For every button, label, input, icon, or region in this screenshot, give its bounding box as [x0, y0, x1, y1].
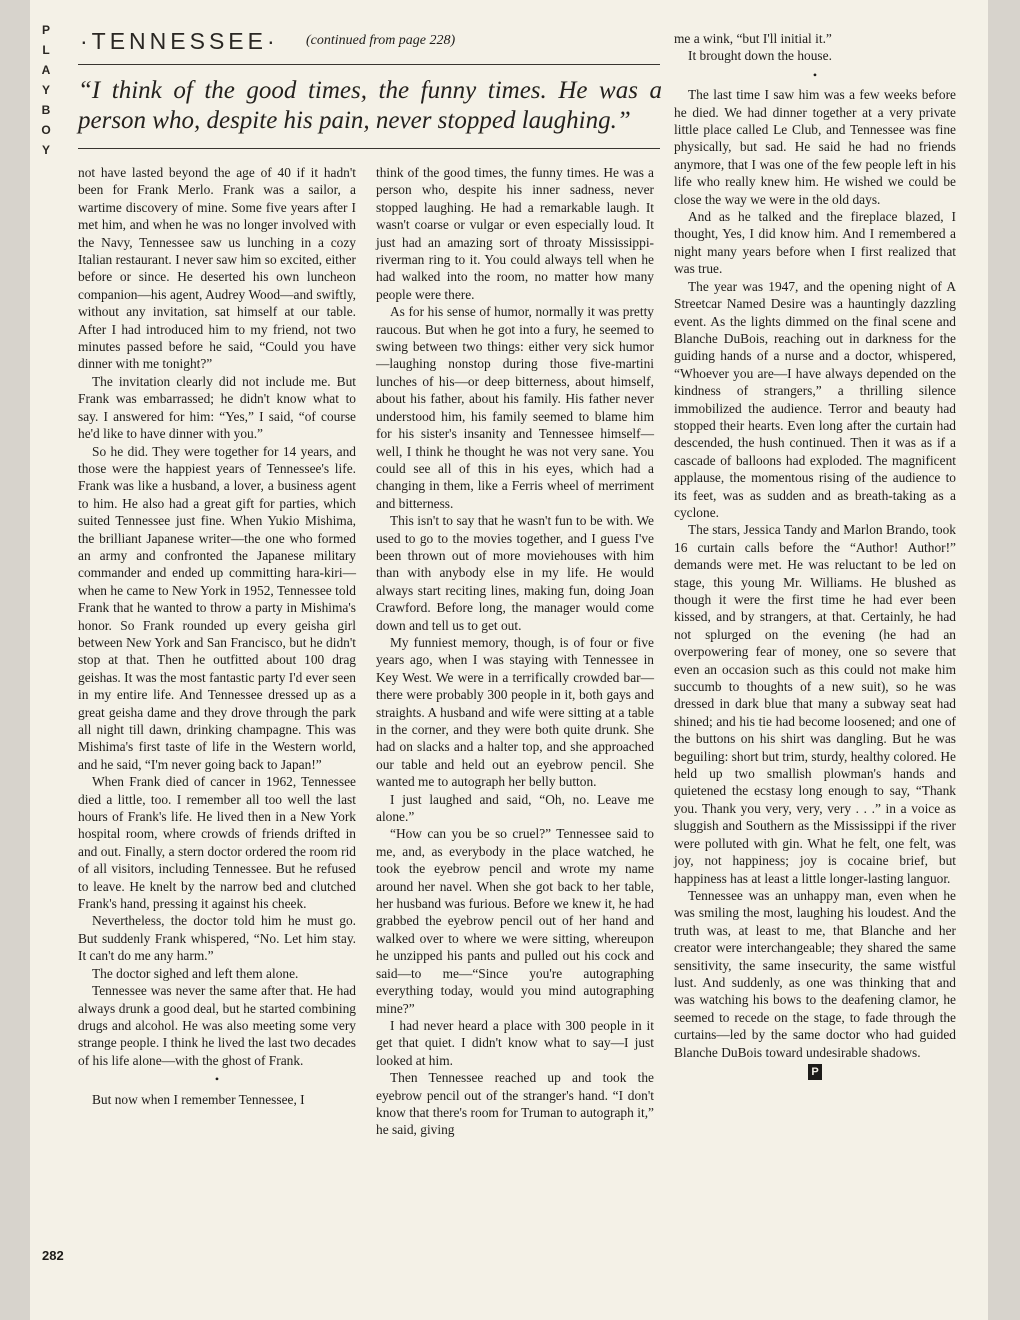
- section-break: •: [214, 1072, 220, 1087]
- page-number: 282: [42, 1248, 64, 1263]
- magazine-letter: O: [41, 123, 51, 137]
- paragraph: My funniest memory, though, is of four or five years ago, when I was staying with Tennessee in Key West. We were in a terrifically crowded bar—there were probably 300 people in it, both gays and straights. A husband and wife were sitting at a table in the corner, and they were both quite drunk. She had on slacks and a halter top, and she approached our table and held out an eyebrow pencil. She wanted me to autograph her belly button.: [376, 634, 654, 790]
- magazine-page: [30, 0, 988, 1320]
- paragraph: The last time I saw him was a few weeks before he died. We had dinner together at a very private little place called Le Club, and Tennessee was fine physically, but sad. He said he had no friends anymore, that I was one of the few people left in his life who really knew him. He wished we could be close the way we were in the old days.: [674, 87, 956, 207]
- paragraph: The invitation clearly did not include me. But Frank was embarrassed; he didn't know what to say. I answered for him: “Yes,” I said, “of course he'd like to have dinner with you.”: [78, 373, 356, 442]
- paragraph: It brought down the house.: [688, 48, 832, 64]
- paragraph: But now when I remember Tennessee, I: [92, 1091, 305, 1107]
- paragraph: And as he talked and the fireplace blazed, I thought, Yes, I did know him. And I remembered a night many years before when I first realized that was true.: [674, 209, 956, 277]
- section-break: •: [812, 67, 818, 82]
- paragraph: think of the good times, the funny times. He was a person who, despite his inner sadness, never stopped laughing. He had a remarkable laugh. It wasn't coarse or vulgar or even especially loud. It just had an amazing sort of throaty Mississippi-riverman ring to it. You could always tell when he had walked into the room, no matter how many people were there.: [376, 165, 654, 302]
- magazine-letter: P: [41, 23, 50, 37]
- magazine-letter: B: [41, 103, 51, 117]
- paragraph: Tennessee was an unhappy man, even when he was smiling the most, laughing his loudest. And the truth was, at least to me, that Blanche and her creator were interchangeable; they shared the same sensitivity, the same insecurity, the same wistful lust. And suddenly, as one was thinking that and was watching his bows to the deafening clamor, he seemed to recede on the stage, to fade through the curtains—led by the same doctor who had guided Blanche DuBois toward undesirable shadows.: [674, 887, 956, 1060]
- paragraph: The stars, Jessica Tandy and Marlon Brando, took 16 curtain calls before the “Author! Author!” demands were met. He was reluctant to be led on stage, this young Mr. Williams. He blushed as though it were the first time he had ever been kissed, and by strangers, at that. Certainly, he had not splurged on the evening (he had an overpowering fear of money, one so severe that even an occasion such as this could not make him succumb to thoughts of a new suit), so he was dressed in dark blue that many a subway seat had shined; and his tie had become loosened; and one of the buttons on his shirt was dangling. But he was beguiling: short but trim, sturdy, healthy colored. He held up two smallish plowman's hands and quietened the ecstasy long enough to say, “Thank you. Thank you very, very, very . . .” in a voice as sluggish and Southern as the Mississippi if the river were polluted with gin. What he felt, one felt, was joy, not happiness; joy is cocaine brief, but happiness has at least a little longer-lasting languor.: [674, 522, 956, 886]
- text-column-3: [674, 30, 956, 1082]
- section-title: ·TENNESSEE·: [80, 28, 279, 54]
- paragraph: I just laughed and said, “Oh, no. Leave me alone.”: [376, 791, 654, 825]
- paragraph: Nevertheless, the doctor told him he must go. But suddenly Frank whispered, “No. Let him stay. It can't do me any harm.”: [78, 913, 356, 964]
- magazine-name-vertical: [38, 20, 54, 160]
- magazine-letter: Y: [41, 83, 50, 97]
- continued-note: (continued from page 228): [306, 33, 456, 48]
- paragraph: The doctor sighed and left them alone.: [92, 965, 299, 981]
- paragraph: When Frank died of cancer in 1962, Tennessee died a little, too. I remember all too well the last hours of Frank's life. He lived then in a New York hospital room, where crowds of friends drifted in and out. Finally, a stern doctor ordered the room rid of all visitors, including Tennessee. But he refused to leave. He knelt by the narrow bed and clutched Frank's hand, pressing it against his cheek.: [78, 774, 356, 912]
- rabbit-end-mark-icon: P: [808, 1064, 822, 1080]
- bottom-rule: [78, 148, 660, 149]
- paragraph: This isn't to say that he wasn't fun to be with. We used to go to the movies together, and I guess I've been thrown out of more moviehouses with him than with anybody else in my life. He would always start reciting lines, making fun, doing Joan Crawford. Before long, the manager would come down and tell us to get out.: [376, 513, 654, 633]
- paragraph: As for his sense of humor, normally it was pretty raucous. But when he got into a fury, he seemed to swing between two things: either very sick humor—laughing nonstop during those five-martini lunches of his—or deep bitterness, about himself, about his father, about his family. His father never understood him, his family seemed to blame him for his sister's insanity and Tennessee himself—well, I think he thought he was not very sane. You could see all of this in his eyes, which had a changing in them, like a Ferris wheel of merriment and bitterness.: [376, 304, 654, 511]
- magazine-letter: A: [41, 63, 51, 77]
- paragraph: So he did. They were together for 14 years, and those were the happiest years of Tennessee's life. Frank was like a husband, a lover, a business agent to him. He also had a great gift for parties, which suited Tennessee just fine. When Yukio Mishima, the brilliant Japanese writer—the one who formed an army and confronted the Japanese military commander and ended up committing hara-kiri—when he came to New York in 1952, Tennessee told Frank that he wanted to throw a party in Mishima's honor. So Frank rounded up every geisha girl between New York and San Francisco, but he didn't stop at that. Then he outfitted about 100 drag geishas. It was the most fantastic party I'd ever seen in my entire life. And Tennessee dressed up as a great geisha dame and they drove through the park all night till dawn, drinking champagne. This was Mishima's first taste of life in the Western world, and he said, “I'm never going back to Japan!”: [78, 443, 356, 772]
- pull-quote: “I think of the good times, the funny times. He was a person who, despite his pain, never stopped laughing.”: [78, 77, 662, 134]
- paragraph: I had never heard a place with 300 people in it get that quiet. I didn't know what to say—I just looked at him.: [376, 1017, 654, 1068]
- magazine-letter: Y: [41, 143, 50, 157]
- top-rule: [78, 64, 660, 65]
- paragraph: not have lasted beyond the age of 40 if it hadn't been for Frank Merlo. Frank was a sailor, a wartime discovery of mine. Some five years after I met him, and when he was no longer involved with the Navy, Tennessee saw us lunching in a cozy Italian restaurant. I never saw him so excited, either before or since. He deserted his own luncheon companion—his agent, Audrey Wood—and swiftly, without any invitation, sat himself at our table. After I had introduced him to my friend, not two minutes passed before he said, “Could you have dinner with me tonight?”: [78, 165, 356, 372]
- paragraph: Then Tennessee reached up and took the eyebrow pencil out of the stranger's hand. “I don't know that there's room for Truman to autograph it,” he said, giving: [376, 1070, 654, 1138]
- paragraph: Tennessee was never the same after that. He had always drunk a good deal, but he started combining drugs and alcohol. He was also meeting some very strange people. I think he lived the last two decades of his life alone—with the ghost of Frank.: [78, 983, 356, 1068]
- text-column-1: [78, 164, 356, 1108]
- paragraph: “How can you be so cruel?” Tennessee said to me, and, as everybody in the place watched, he took the eyebrow pencil and wrote my name around her navel. When she got back to her table, her husband was furious. Before we knew it, he had grabbed the eyebrow pencil out of her hand and walked over to where we were sitting, whereupon he unzipped his pants and pulled out his cock and said—to me—“Since you're autographing everything today, would you mind autographing mine?”: [376, 826, 654, 1016]
- magazine-letter: L: [42, 43, 50, 57]
- paragraph: me a wink, “but I'll initial it.”: [674, 31, 832, 46]
- end-mark-row: [674, 1063, 956, 1080]
- paragraph: The year was 1947, and the opening night of A Streetcar Named Desire was a hauntingly dazzling event. As the lights dimmed on the final scene and Blanche DuBois, reaching out in darkness for the guiding hands of a nurse and a doctor, whispered, “Whoever you are—I have always depended on the kindness of strangers,” a thrilling silence immobilized the audience. Terror and beauty had stopped their hearts. Even long after the curtain had descended, the hush continued. Then it was as if a cascade of balloons had exploded. The magnificent applause, the momentous rising of the audience to its feet, was as sudden and as breath-taking as a cyclone.: [674, 278, 956, 520]
- text-column-2: [376, 164, 654, 1139]
